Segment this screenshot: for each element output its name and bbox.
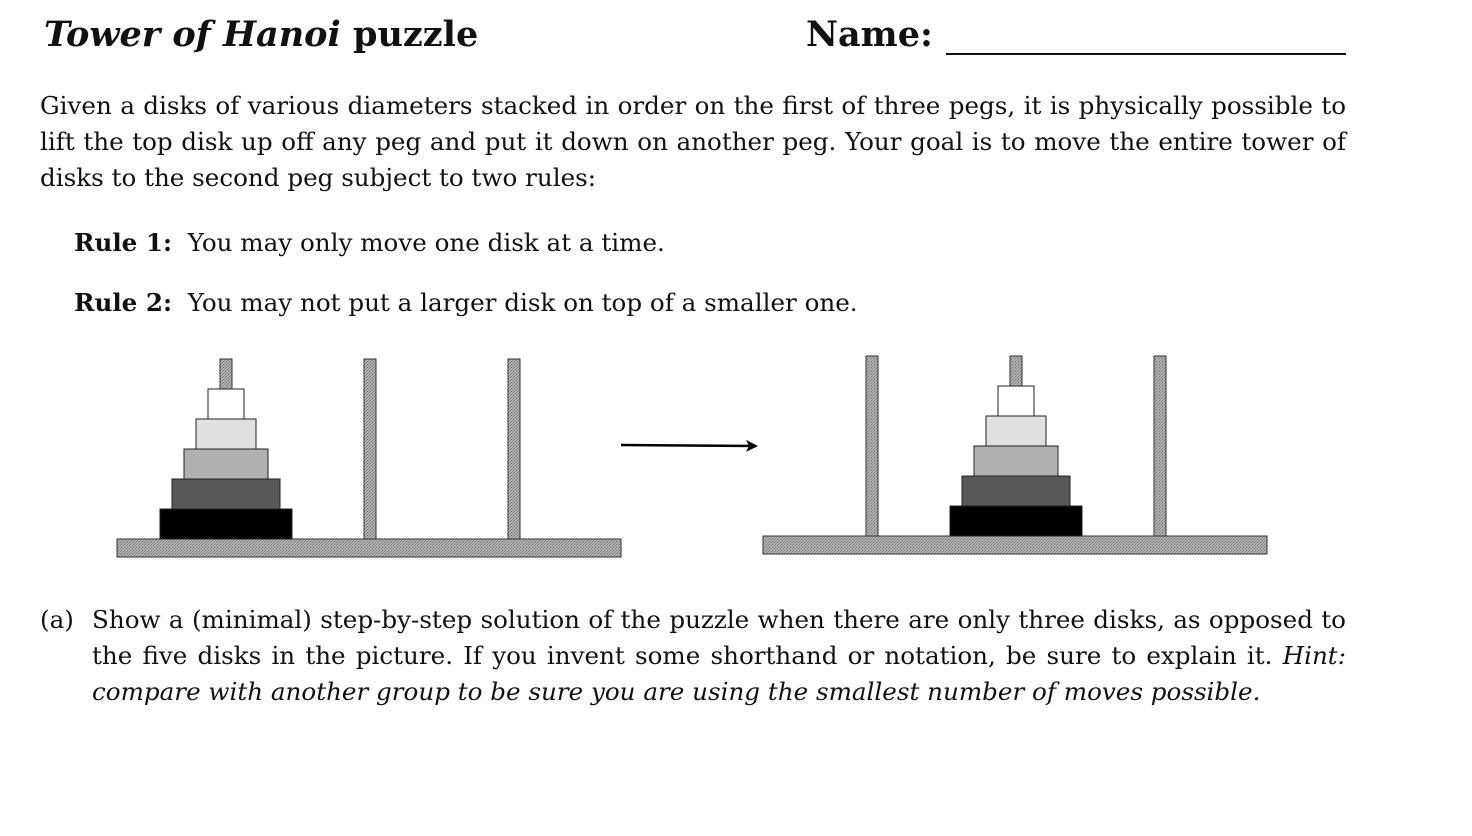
disk-2 (196, 419, 256, 449)
start-tower (117, 359, 621, 557)
disk-3 (974, 446, 1058, 476)
tower-base (117, 539, 621, 557)
title-rest: puzzle (353, 14, 479, 55)
disk-4 (172, 479, 280, 509)
rule-1 (74, 228, 665, 257)
question-a-hint: Hint: compare with another group to be sure you are using the smallest number of moves possible. (92, 641, 1346, 706)
disk-1 (208, 389, 244, 419)
peg-3 (508, 359, 520, 539)
rule-1-label: Rule 1: (74, 228, 173, 257)
peg-1 (866, 356, 878, 536)
rule-2 (74, 288, 858, 317)
disk-1 (998, 386, 1034, 416)
hanoi-figure (0, 350, 1472, 570)
rule-1-text: You may only move one disk at a time. (187, 228, 665, 257)
name-label: Name: (806, 14, 933, 55)
question-a-label: (a) (40, 605, 74, 634)
title-italic: Tower of Hanoi (44, 14, 341, 55)
disk-5 (950, 506, 1082, 536)
peg-2 (364, 359, 376, 539)
tower-base (763, 536, 1267, 554)
peg-3 (1154, 356, 1166, 536)
name-blank-line (946, 53, 1346, 55)
page-title (44, 14, 478, 55)
disk-3 (184, 449, 268, 479)
arrow-icon (621, 445, 756, 446)
rule-2-label: Rule 2: (74, 288, 173, 317)
disk-5 (160, 509, 292, 539)
question-a (40, 602, 1346, 710)
disk-4 (962, 476, 1070, 506)
rule-2-text: You may not put a larger disk on top of a smaller one. (187, 288, 858, 317)
question-a-body (92, 602, 1346, 710)
end-tower (763, 356, 1267, 554)
question-a-text: Show a (minimal) step-by-step solution of the puzzle when there are only three disks, as opposed to the five disks in the picture. If you invent some shorthand or notation, be sure to explain it. (92, 605, 1346, 670)
intro-paragraph: Given a disks of various diameters stacked in order on the first of three pegs, it is physically possible to lift the top disk up off any peg and put it down on another peg. Your goal is to move the entire tower of disks to the second peg subject to two rules: (40, 91, 1346, 192)
disk-2 (986, 416, 1046, 446)
